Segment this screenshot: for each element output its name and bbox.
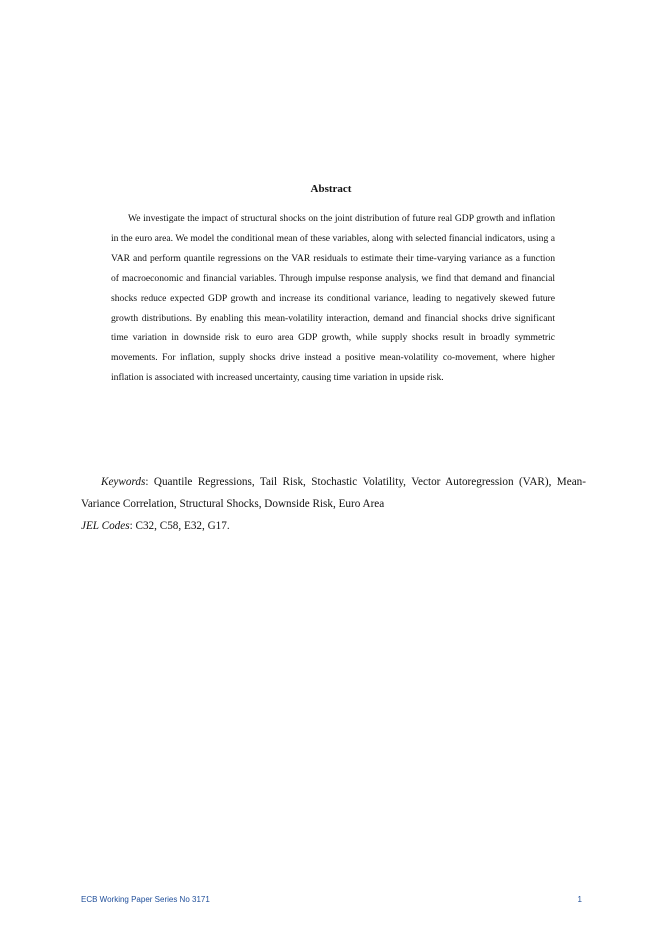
keywords-text: Quantile Regressions, Tail Risk, Stochastic Volatility, Vector Autoregression (VAR), Mean-Variance Correlation, Structural Shocks, Downside Risk, Euro Area: [81, 476, 586, 510]
jel-codes-colon: :: [129, 520, 136, 532]
keywords-colon: :: [145, 476, 154, 488]
jel-codes-text: C32, C58, E32, G17.: [135, 520, 230, 532]
footer-series-title: ECB Working Paper Series No 3171: [81, 895, 210, 904]
keywords-label: Keywords: [101, 476, 146, 488]
abstract-heading: Abstract: [310, 183, 352, 195]
abstract-text: We investigate the impact of structural shocks on the joint distribution of future real GDP growth and inflation in the euro area. We model the conditional mean of these variables, along with selected financial indicators, using a VAR and perform quantile regressions on the VAR residuals to estimate their time-varying variance as a function of macroeconomic and financial variables. Through impulse response analysis, we find that demand and financial shocks reduce expected GDP growth and increase its conditional variance, leading to negatively skewed future growth distributions. By enabling this mean-volatility interaction, demand and financial shocks drive significant time variation in downside risk to euro area GDP growth, while supply shocks result in broadly symmetric movements. For inflation, supply shocks drive instead a positive mean-volatility co-movement, where higher inflation is associated with increased uncertainty, causing time variation in upside risk.: [111, 213, 555, 384]
keywords-paragraph: [81, 471, 586, 515]
jel-codes-paragraph: [81, 515, 230, 537]
footer-page-number: 1: [577, 895, 582, 904]
jel-codes-label: JEL Codes: [81, 520, 130, 532]
